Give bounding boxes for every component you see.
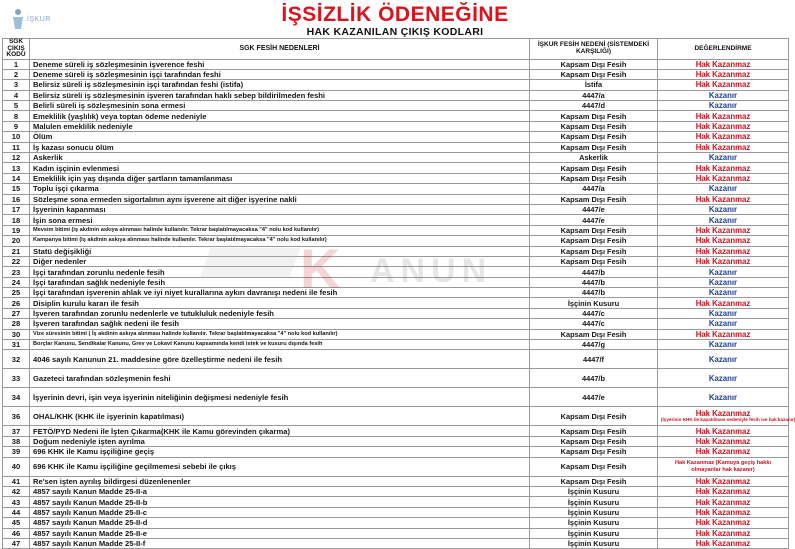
table-row <box>3 80 789 90</box>
table-row <box>3 132 789 142</box>
row-code: 45 <box>3 518 30 528</box>
row-description: Emeklilik için yaş dışında diğer şartların tamamlanması <box>30 173 530 183</box>
row-code: 33 <box>3 369 30 388</box>
row-description: Disiplin kurulu kararı ile fesih <box>30 298 530 308</box>
row-code: 10 <box>3 132 30 142</box>
row-description: 4857 sayılı Kanun Madde 25-II-c <box>30 507 530 517</box>
row-evaluation: Kazanır <box>658 369 789 388</box>
row-fesih: Kapsam Dışı Fesih <box>530 436 658 446</box>
row-evaluation: Hak Kazanmaz <box>658 69 789 79</box>
table-row <box>3 153 789 163</box>
table-row <box>3 69 789 79</box>
table-row <box>3 101 789 111</box>
row-code: 11 <box>3 142 30 152</box>
row-fesih: Askerlik <box>530 153 658 163</box>
watermark-text: ANUN <box>370 252 493 290</box>
row-fesih: Kapsam Dışı Fesih <box>530 426 658 436</box>
row-description: Kadın işçinin evlenmesi <box>30 163 530 173</box>
row-fesih: Kapsam Dışı Fesih <box>530 59 658 69</box>
row-fesih: 4447/b <box>530 277 658 287</box>
row-description: OHAL/KHK (KHK ile işyerinin kapatılması) <box>30 407 530 426</box>
row-fesih: Kapsam Dışı Fesih <box>530 69 658 79</box>
table-row <box>3 142 789 152</box>
table-row <box>3 340 789 350</box>
row-code: 30 <box>3 329 30 339</box>
row-fesih: İşçinin Kusuru <box>530 507 658 517</box>
row-fesih: 4447/b <box>530 288 658 298</box>
row-evaluation: Hak Kazanmaz <box>658 497 789 507</box>
row-description: İşveren tarafından zorunlu nedenlerle ve tutukluluk nedeniyle fesih <box>30 308 530 318</box>
row-evaluation: Kazanır <box>658 288 789 298</box>
row-fesih: Kapsam Dışı Fesih <box>530 329 658 339</box>
table-row <box>3 194 789 204</box>
table-row <box>3 298 789 308</box>
table-row <box>3 111 789 121</box>
row-code: 18 <box>3 215 30 225</box>
table-row <box>3 329 789 339</box>
row-evaluation: Hak Kazanmaz <box>658 163 789 173</box>
row-evaluation: Hak Kazanmaz <box>658 59 789 69</box>
row-description: Belirsiz süreli iş sözleşmesinin işveren tarafından haklı sebep bildirilmeden feshi <box>30 90 530 100</box>
row-code: 40 <box>3 457 30 476</box>
table-row <box>3 288 789 298</box>
row-evaluation: Hak Kazanmaz <box>658 298 789 308</box>
row-description: Askerlik <box>30 153 530 163</box>
row-evaluation: Kazanır <box>658 308 789 318</box>
row-description: Deneme süreli iş sözleşmesinin işverence feshi <box>30 59 530 69</box>
row-description: 4046 sayılı Kanunun 21. maddesine göre özelleştirme nedeni ile fesih <box>30 350 530 369</box>
row-fesih: Kapsam Dışı Fesih <box>530 225 658 235</box>
row-code: 1 <box>3 59 30 69</box>
row-evaluation: Hak Kazanmaz <box>658 426 789 436</box>
row-fesih: Kapsam Dışı Fesih <box>530 246 658 256</box>
header-desc: SGK FESİH NEDENLERİ <box>30 39 530 60</box>
row-evaluation: Kazanır <box>658 184 789 194</box>
row-fesih: İşçinin Kusuru <box>530 518 658 528</box>
row-code: 42 <box>3 487 30 497</box>
row-fesih: Kapsam Dışı Fesih <box>530 236 658 246</box>
row-code: 44 <box>3 507 30 517</box>
row-evaluation: Hak Kazanmaz <box>658 225 789 235</box>
watermark-mark: K <box>300 237 341 300</box>
table-row <box>3 173 789 183</box>
row-fesih: Kapsam Dışı Fesih <box>530 132 658 142</box>
row-description: Vize süresinin bitimi ( İş akdinin askıya alınması halinde kullanılır. Tekrar başlatılmayacaksa "4" nolu kod kullanılır) <box>30 329 530 339</box>
row-code: 25 <box>3 288 30 298</box>
evaluation-note: (İşyerinin KHK ile kapatılması nedeniyle fesih ise hak kazanır) <box>661 417 795 423</box>
table-row <box>3 369 789 388</box>
row-description: Belirsiz süreli iş sözleşmesinin işçi tarafından feshi (istifa) <box>30 80 530 90</box>
row-fesih: 4447/e <box>530 215 658 225</box>
row-code: 9 <box>3 121 30 131</box>
evaluation-label: Hak Kazanmaz <box>695 409 751 419</box>
table-row <box>3 308 789 318</box>
row-evaluation: Hak Kazanmaz <box>658 256 789 266</box>
table-row <box>3 487 789 497</box>
row-fesih: Kapsam Dışı Fesih <box>530 447 658 457</box>
row-fesih: İşçinin Kusuru <box>530 298 658 308</box>
row-code: 37 <box>3 426 30 436</box>
table-row <box>3 436 789 446</box>
table-row <box>3 528 789 538</box>
row-fesih: İstifa <box>530 80 658 90</box>
row-code: 22 <box>3 256 30 266</box>
row-evaluation <box>658 407 795 426</box>
row-description: Toplu işçi çıkarma <box>30 184 530 194</box>
row-fesih: 4447/f <box>530 350 658 369</box>
row-code: 3 <box>3 80 30 90</box>
row-fesih: İşçinin Kusuru <box>530 497 658 507</box>
row-code: 4 <box>3 90 30 100</box>
row-evaluation: Kazanır <box>658 388 789 407</box>
row-description: 696 KHK ile Kamu işçiliğine geçiş <box>30 447 530 457</box>
row-evaluation: Hak Kazanmaz <box>658 142 789 152</box>
row-evaluation: Hak Kazanmaz <box>658 194 789 204</box>
row-evaluation: Hak Kazanmaz <box>658 329 789 339</box>
row-description: Sözleşme sona ermeden sigortalının aynı işverene ait diğer işyerine nakli <box>30 194 530 204</box>
table-body <box>3 59 795 549</box>
row-fesih: 4447/e <box>530 388 658 407</box>
table-row <box>3 538 789 548</box>
row-description: 4857 sayılı Kanun Madde 25-II-a <box>30 487 530 497</box>
exit-codes-table <box>2 38 795 549</box>
row-code: 23 <box>3 267 30 277</box>
row-evaluation: Kazanır <box>658 153 789 163</box>
row-code: 20 <box>3 236 30 246</box>
row-description: İşveren tarafından sağlık nedeni ile fesih <box>30 319 530 329</box>
row-fesih: Kapsam Dışı Fesih <box>530 121 658 131</box>
row-evaluation: Hak Kazanmaz <box>658 236 789 246</box>
page-title: İŞSİZLİK ÖDENEĞİNE <box>281 3 509 26</box>
row-description: İşçi tarafından sağlık nedeniyle fesih <box>30 277 530 287</box>
row-code: 17 <box>3 204 30 214</box>
table-row <box>3 277 789 287</box>
row-evaluation: Hak Kazanmaz <box>658 173 789 183</box>
row-evaluation: Hak Kazanmaz <box>658 487 789 497</box>
row-code: 19 <box>3 225 30 235</box>
row-description: FETÖ/PYD Nedeni ile İşten Çıkarma(KHK ile Kamu görevinden çıkarma) <box>30 426 530 436</box>
table-row <box>3 204 789 214</box>
row-fesih: İşçinin Kusuru <box>530 487 658 497</box>
table-row <box>3 225 789 235</box>
row-fesih: Kapsam Dışı Fesih <box>530 142 658 152</box>
row-fesih: 4447/a <box>530 90 658 100</box>
table-row <box>3 426 789 436</box>
row-evaluation: Kazanır <box>658 277 789 287</box>
row-evaluation: Kazanır <box>658 101 789 111</box>
row-description: Borçlar Kanunu, Sendikalar Kanunu, Grev ve Lokavt Kanunu kapsamında kendi istek ve kusuru dışında fesih <box>30 340 530 350</box>
row-fesih: Kapsam Dışı Fesih <box>530 457 658 476</box>
row-code: 41 <box>3 476 30 486</box>
row-evaluation: Hak Kazanmaz <box>658 132 789 142</box>
header-eval: DEĞERLENDİRME <box>658 39 789 60</box>
row-description: İşin sona ermesi <box>30 215 530 225</box>
table-row <box>3 236 789 246</box>
row-fesih: 4447/c <box>530 319 658 329</box>
row-evaluation: Kazanır <box>658 319 789 329</box>
row-fesih: 4447/b <box>530 369 658 388</box>
row-code: 28 <box>3 319 30 329</box>
row-code: 14 <box>3 173 30 183</box>
table-row <box>3 518 789 528</box>
row-fesih: 4447/b <box>530 267 658 277</box>
table-row <box>3 163 789 173</box>
row-evaluation: Hak Kazanmaz <box>658 476 789 486</box>
table-row <box>3 256 789 266</box>
row-evaluation: Kazanır <box>658 90 789 100</box>
row-fesih: 4447/a <box>530 184 658 194</box>
table-row <box>3 267 789 277</box>
row-description: 4857 sayılı Kanun Madde 25-II-f <box>30 538 530 548</box>
row-fesih: Kapsam Dışı Fesih <box>530 194 658 204</box>
row-code: 32 <box>3 350 30 369</box>
row-code: 5 <box>3 101 30 111</box>
row-evaluation: Hak Kazanmaz <box>658 111 789 121</box>
row-code: 39 <box>3 447 30 457</box>
row-code: 36 <box>3 407 30 426</box>
table-row <box>3 319 789 329</box>
table-row <box>3 90 789 100</box>
row-fesih: Kapsam Dışı Fesih <box>530 476 658 486</box>
row-description: İş kazası sonucu ölüm <box>30 142 530 152</box>
row-description: İşçi tarafından zorunlu nedenle fesih <box>30 267 530 277</box>
row-evaluation: Kazanır <box>658 215 789 225</box>
row-evaluation: Kazanır <box>658 204 789 214</box>
row-fesih: Kapsam Dışı Fesih <box>530 407 658 426</box>
row-fesih: İşçinin Kusuru <box>530 538 658 548</box>
row-description: Doğum nedeniyle işten ayrılma <box>30 436 530 446</box>
row-evaluation: Hak Kazanmaz <box>658 518 789 528</box>
table-row <box>3 407 789 426</box>
row-description: Diğer nedenler <box>30 256 530 266</box>
logo-text: İŞKUR <box>27 16 51 23</box>
table-row <box>3 184 789 194</box>
row-description: 4857 sayılı Kanun Madde 25-II-d <box>30 518 530 528</box>
row-fesih: Kapsam Dışı Fesih <box>530 163 658 173</box>
row-description: İşyerinin kapanması <box>30 204 530 214</box>
row-description: Ölüm <box>30 132 530 142</box>
row-description: 4857 sayılı Kanun Madde 25-II-e <box>30 528 530 538</box>
row-fesih: 4447/g <box>530 340 658 350</box>
row-description: Kampanya bitimi (iş akdinin askıya alınması halinde kullanılır. Tekrar başlatılmayacaksa "4" nolu kod kullanılır) <box>30 236 530 246</box>
row-code: 8 <box>3 111 30 121</box>
row-evaluation: Hak Kazanmaz <box>658 507 789 517</box>
row-code: 27 <box>3 308 30 318</box>
table-row <box>3 246 789 256</box>
row-evaluation: Hak Kazanmaz <box>658 80 789 90</box>
table-row <box>3 476 789 486</box>
row-evaluation: Kazanır <box>658 267 789 277</box>
page-subtitle: HAK KAZANILAN ÇIKIŞ KODLARI <box>306 26 484 38</box>
table-row <box>3 447 789 457</box>
row-code: 31 <box>3 340 30 350</box>
row-description: Gazeteci tarafından sözleşmenin feshi <box>30 369 530 388</box>
row-description: İşyerinin devri, işin veya işyerinin niteliğinin değişmesi nedeniyle fesih <box>30 388 530 407</box>
row-evaluation: Hak Kazanmaz (Kamuya geçiş hakkı olmayanlar hak kazanır) <box>658 457 789 476</box>
row-description: Mevsim bitimi (iş akdinin askıya alınması halinde kullanılır. Tekrar başlatılmayacaksa "4" nolu kod kullanılır) <box>30 225 530 235</box>
row-code: 26 <box>3 298 30 308</box>
table-row <box>3 215 789 225</box>
row-evaluation: Hak Kazanmaz <box>658 121 789 131</box>
row-code: 43 <box>3 497 30 507</box>
row-evaluation: Hak Kazanmaz <box>658 447 789 457</box>
row-code: 21 <box>3 246 30 256</box>
table-header-row <box>3 39 789 60</box>
row-fesih: Kapsam Dışı Fesih <box>530 173 658 183</box>
row-description: Malulen emeklilik nedeniyle <box>30 121 530 131</box>
row-code: 34 <box>3 388 30 407</box>
row-code: 15 <box>3 184 30 194</box>
header-code: SGK ÇIKIŞ KODU <box>3 39 30 60</box>
table-row <box>3 388 789 407</box>
row-description: İşçi tarafından işverenin ahlak ve iyi niyet kurallarına aykırı davranışı nedeni ile fesih <box>30 288 530 298</box>
row-evaluation: Kazanır <box>658 340 789 350</box>
table-row <box>3 457 789 476</box>
row-code: 12 <box>3 153 30 163</box>
row-evaluation: Hak Kazanmaz <box>658 246 789 256</box>
row-fesih: İşçinin Kusuru <box>530 528 658 538</box>
table-row <box>3 59 789 69</box>
row-code: 24 <box>3 277 30 287</box>
row-evaluation: Kazanır <box>658 350 789 369</box>
row-evaluation: Hak Kazanmaz <box>658 528 789 538</box>
row-description: Statü değişikliği <box>30 246 530 256</box>
row-fesih: 4447/d <box>530 101 658 111</box>
table-row <box>3 350 789 369</box>
row-code: 46 <box>3 528 30 538</box>
row-description: Re'sen işten ayrılış bildirgesi düzenlenenler <box>30 476 530 486</box>
header-fesih: İŞKUR FESİH NEDENİ (SİSTEMDEKİ KARŞILIĞI) <box>530 39 658 60</box>
row-code: 38 <box>3 436 30 446</box>
row-description: 696 KHK ile Kamu işçiliğine geçilmemesi sebebi ile çıkış <box>30 457 530 476</box>
row-description: Belirli süreli iş sözleşmesinin sona ermesi <box>30 101 530 111</box>
row-fesih: Kapsam Dışı Fesih <box>530 256 658 266</box>
row-description: 4857 sayılı Kanun Madde 25-II-b <box>30 497 530 507</box>
row-code: 47 <box>3 538 30 548</box>
row-code: 16 <box>3 194 30 204</box>
row-fesih: Kapsam Dışı Fesih <box>530 111 658 121</box>
table-row <box>3 121 789 131</box>
row-evaluation: Hak Kazanmaz <box>658 436 789 446</box>
row-evaluation: Hak Kazanmaz <box>658 538 789 548</box>
row-description: Deneme süreli iş sözleşmesinin işçi tarafından feshi <box>30 69 530 79</box>
table-row <box>3 507 789 517</box>
row-code: 13 <box>3 163 30 173</box>
row-description: Emeklilik (yaşlılık) veya toptan ödeme nedeniyle <box>30 111 530 121</box>
row-fesih: 4447/c <box>530 308 658 318</box>
row-code: 2 <box>3 69 30 79</box>
row-fesih: 4447/e <box>530 204 658 214</box>
table-row <box>3 497 789 507</box>
